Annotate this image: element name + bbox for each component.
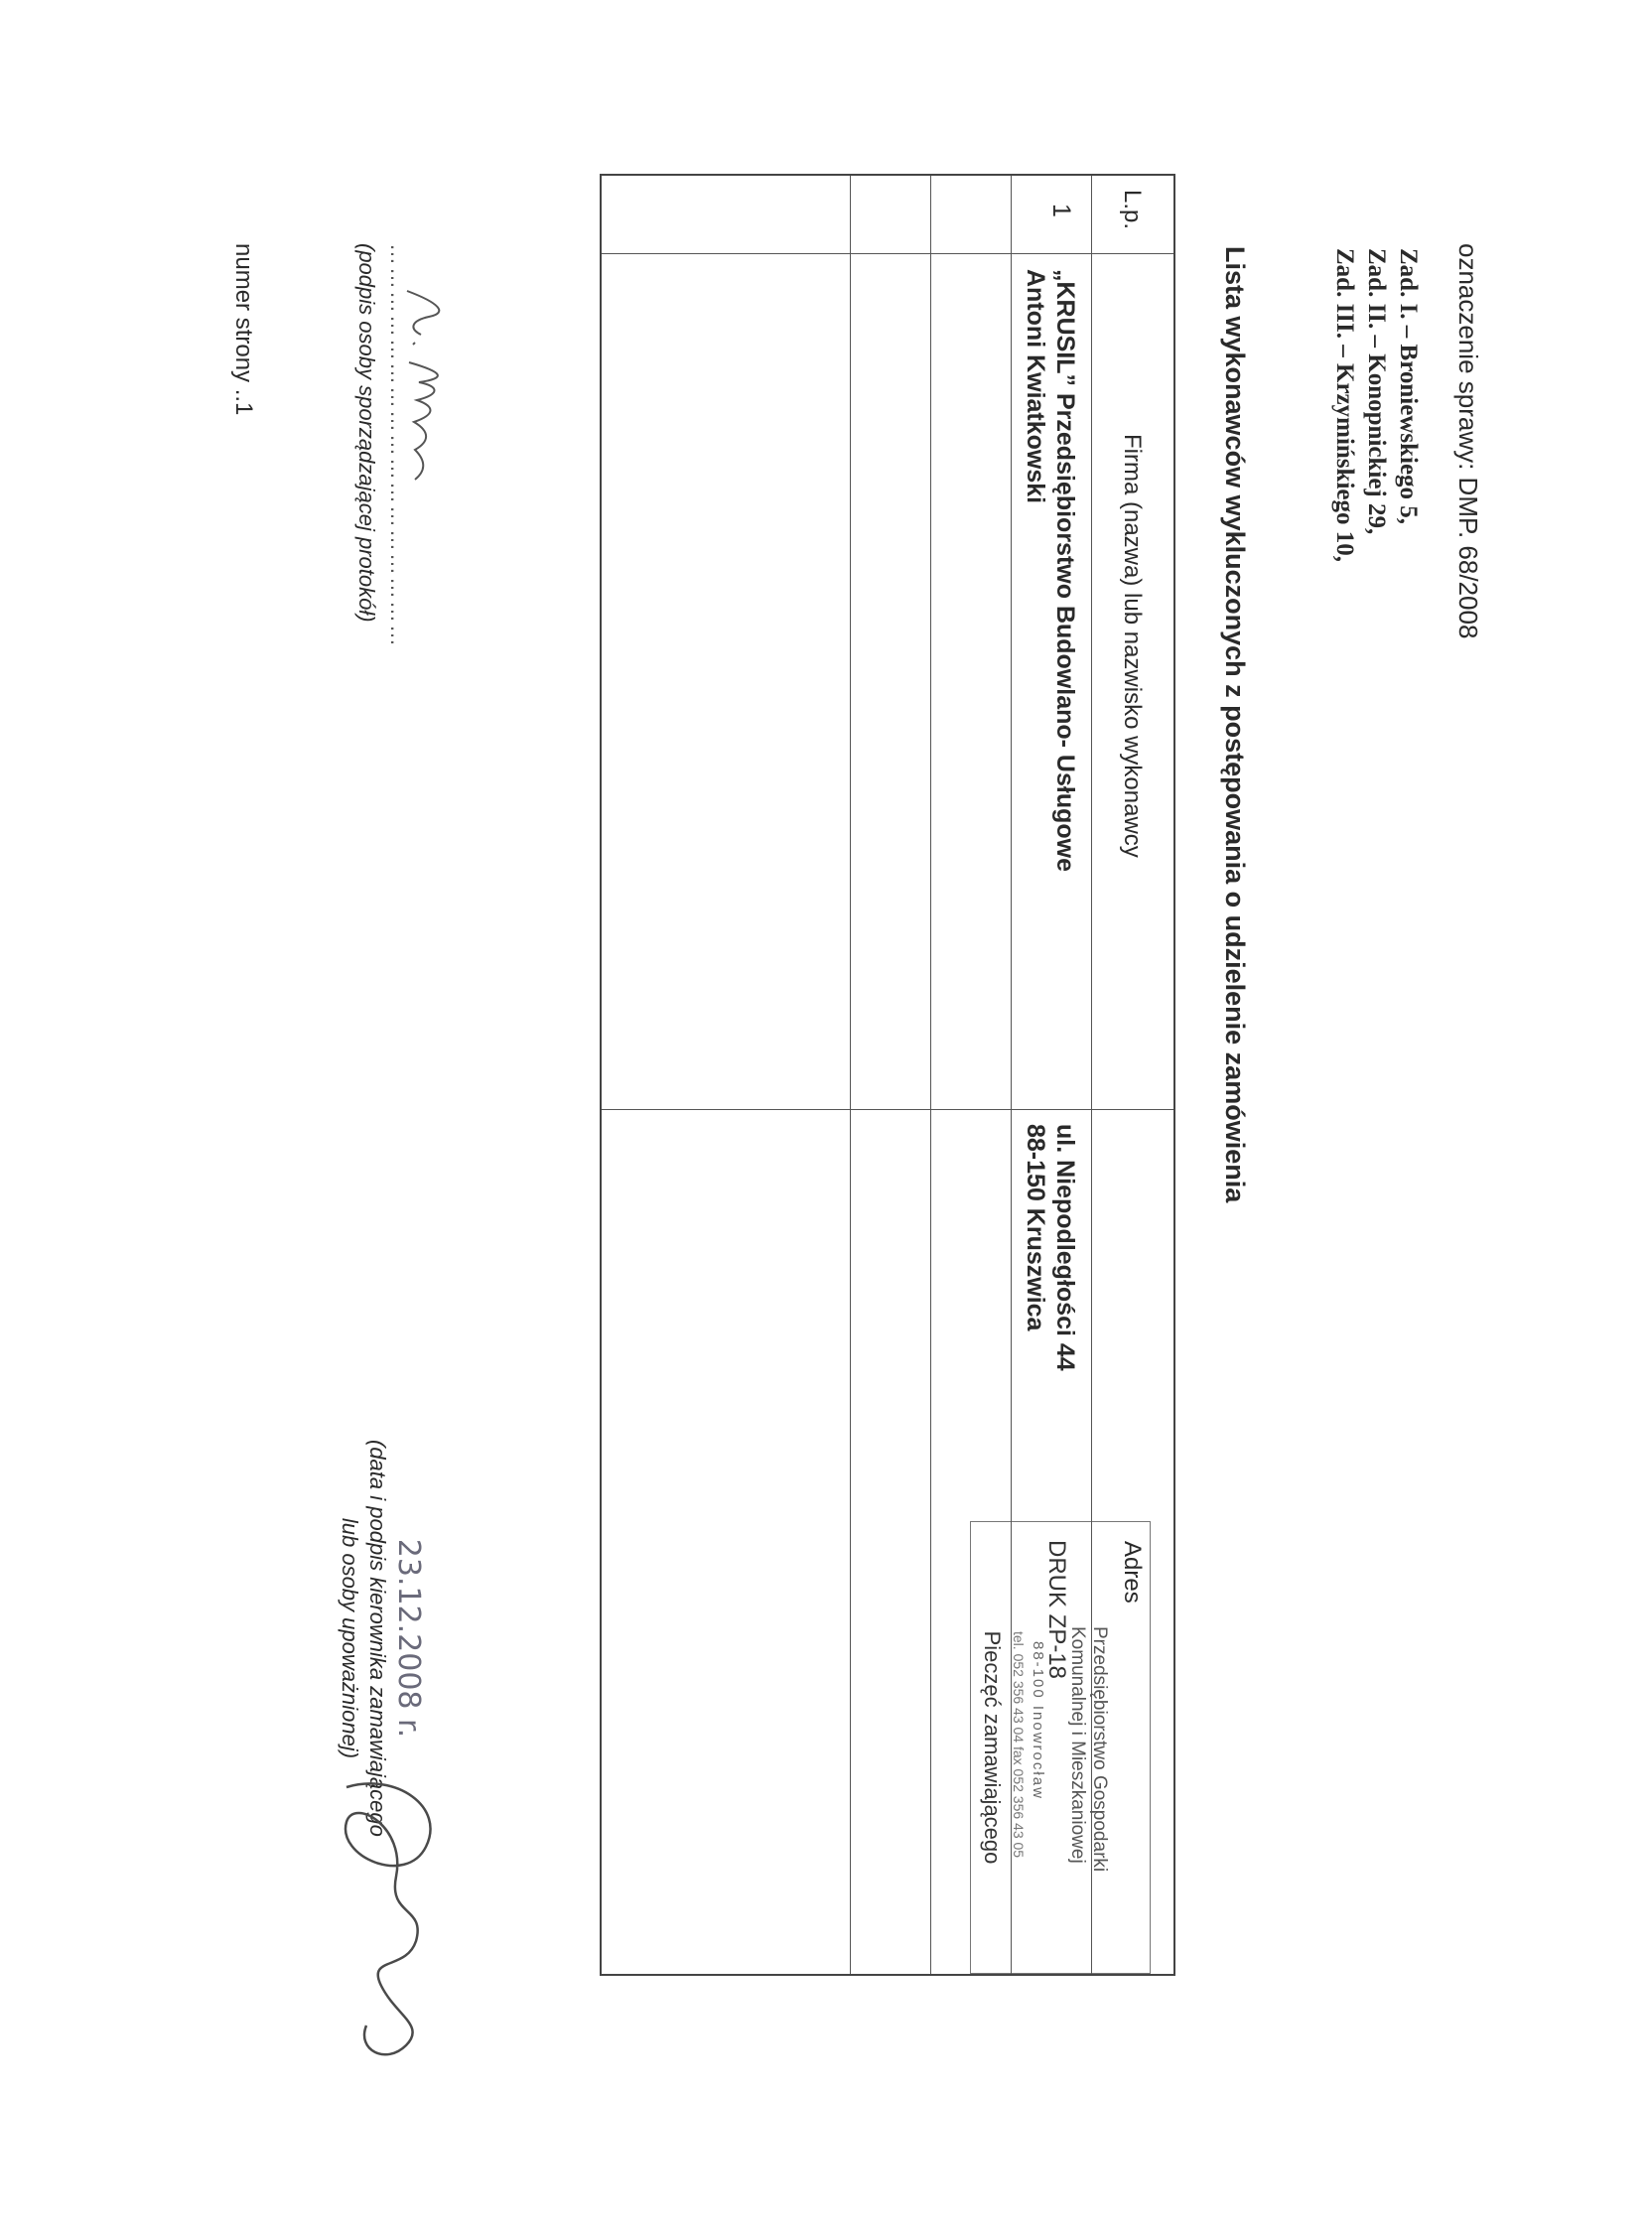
task-line-2: Zad. II. – Konopnickiej 29, — [1363, 248, 1390, 535]
manager-caption-line-1: (data i podpis kierownika zamawiającego — [365, 1440, 390, 1837]
form-identifier: DRUK ZP-18 — [1043, 1540, 1070, 1680]
row-1-firm — [1021, 269, 1080, 872]
row-1-address — [1021, 1124, 1080, 1371]
preparer-signature-line: …………………………………………… — [386, 243, 411, 648]
excluded-contractors-table — [600, 174, 1175, 1976]
document-title: Lista wykonawców wykluczonych z postępowania o udzielenie zamówienia — [1220, 246, 1250, 1203]
row-divider — [850, 176, 851, 1974]
page-number: numer strony ..1 — [230, 243, 257, 416]
stamp-org-line-2: Komunalnej i Mieszkaniowej — [1067, 1626, 1088, 1864]
row-divider — [1011, 176, 1012, 1974]
row-1-address-line-1: ul. Niepodległości 44 — [1051, 1124, 1079, 1371]
header-divider — [1091, 176, 1092, 1974]
preparer-handwritten-signature — [389, 283, 459, 581]
preparer-signature-caption: (podpis osoby sporządzającej protokół) — [354, 243, 379, 623]
stamp-address: 88-100 Inowrocław — [1030, 1641, 1046, 1800]
task-line-3: Zad. III. – Krzymińskiego 10, — [1331, 248, 1358, 563]
row-1-address-line-2: 88-150 Kruszwica — [1022, 1124, 1049, 1331]
stamp-phone: tel. 052 356 43 04 fax 052 356 43 05 — [1011, 1631, 1027, 1859]
row-1-firm-line-2: Antoni Kwiatkowski — [1022, 269, 1049, 504]
manager-signature-block — [336, 1440, 426, 1837]
manager-handwritten-signature — [317, 1767, 466, 2085]
row-divider — [930, 176, 931, 1974]
row-1-firm-line-1: „KRUSIL” Przedsiębiorstwo Budowlano- Usługowe — [1051, 269, 1079, 872]
signature-date: 23.12.2008 r. — [391, 1538, 426, 1739]
row-1-lp: 1 — [1047, 204, 1075, 217]
case-reference: oznaczenie sprawy: DMP. 68/2008 — [1453, 243, 1483, 639]
header-lp: L.p. — [1119, 190, 1146, 230]
preparer-signature-block — [353, 243, 411, 648]
header-address: Adres — [1119, 1541, 1146, 1604]
column-divider — [602, 1109, 1173, 1110]
header-firm: Firma (nazwa) lub nazwisko wykonawcy — [1119, 434, 1146, 858]
manager-caption-line-2: lub osoby upoważnionej) — [338, 1517, 362, 1759]
stamp-org-line-1: Przedsiębiorstwo Gospodarki — [1089, 1626, 1110, 1873]
column-divider — [602, 253, 1173, 254]
task-line-1: Zad. I. – Broniewskiego 5, — [1395, 248, 1422, 525]
stamp-caption: Pieczęć zamawiającego — [980, 1630, 1005, 1865]
